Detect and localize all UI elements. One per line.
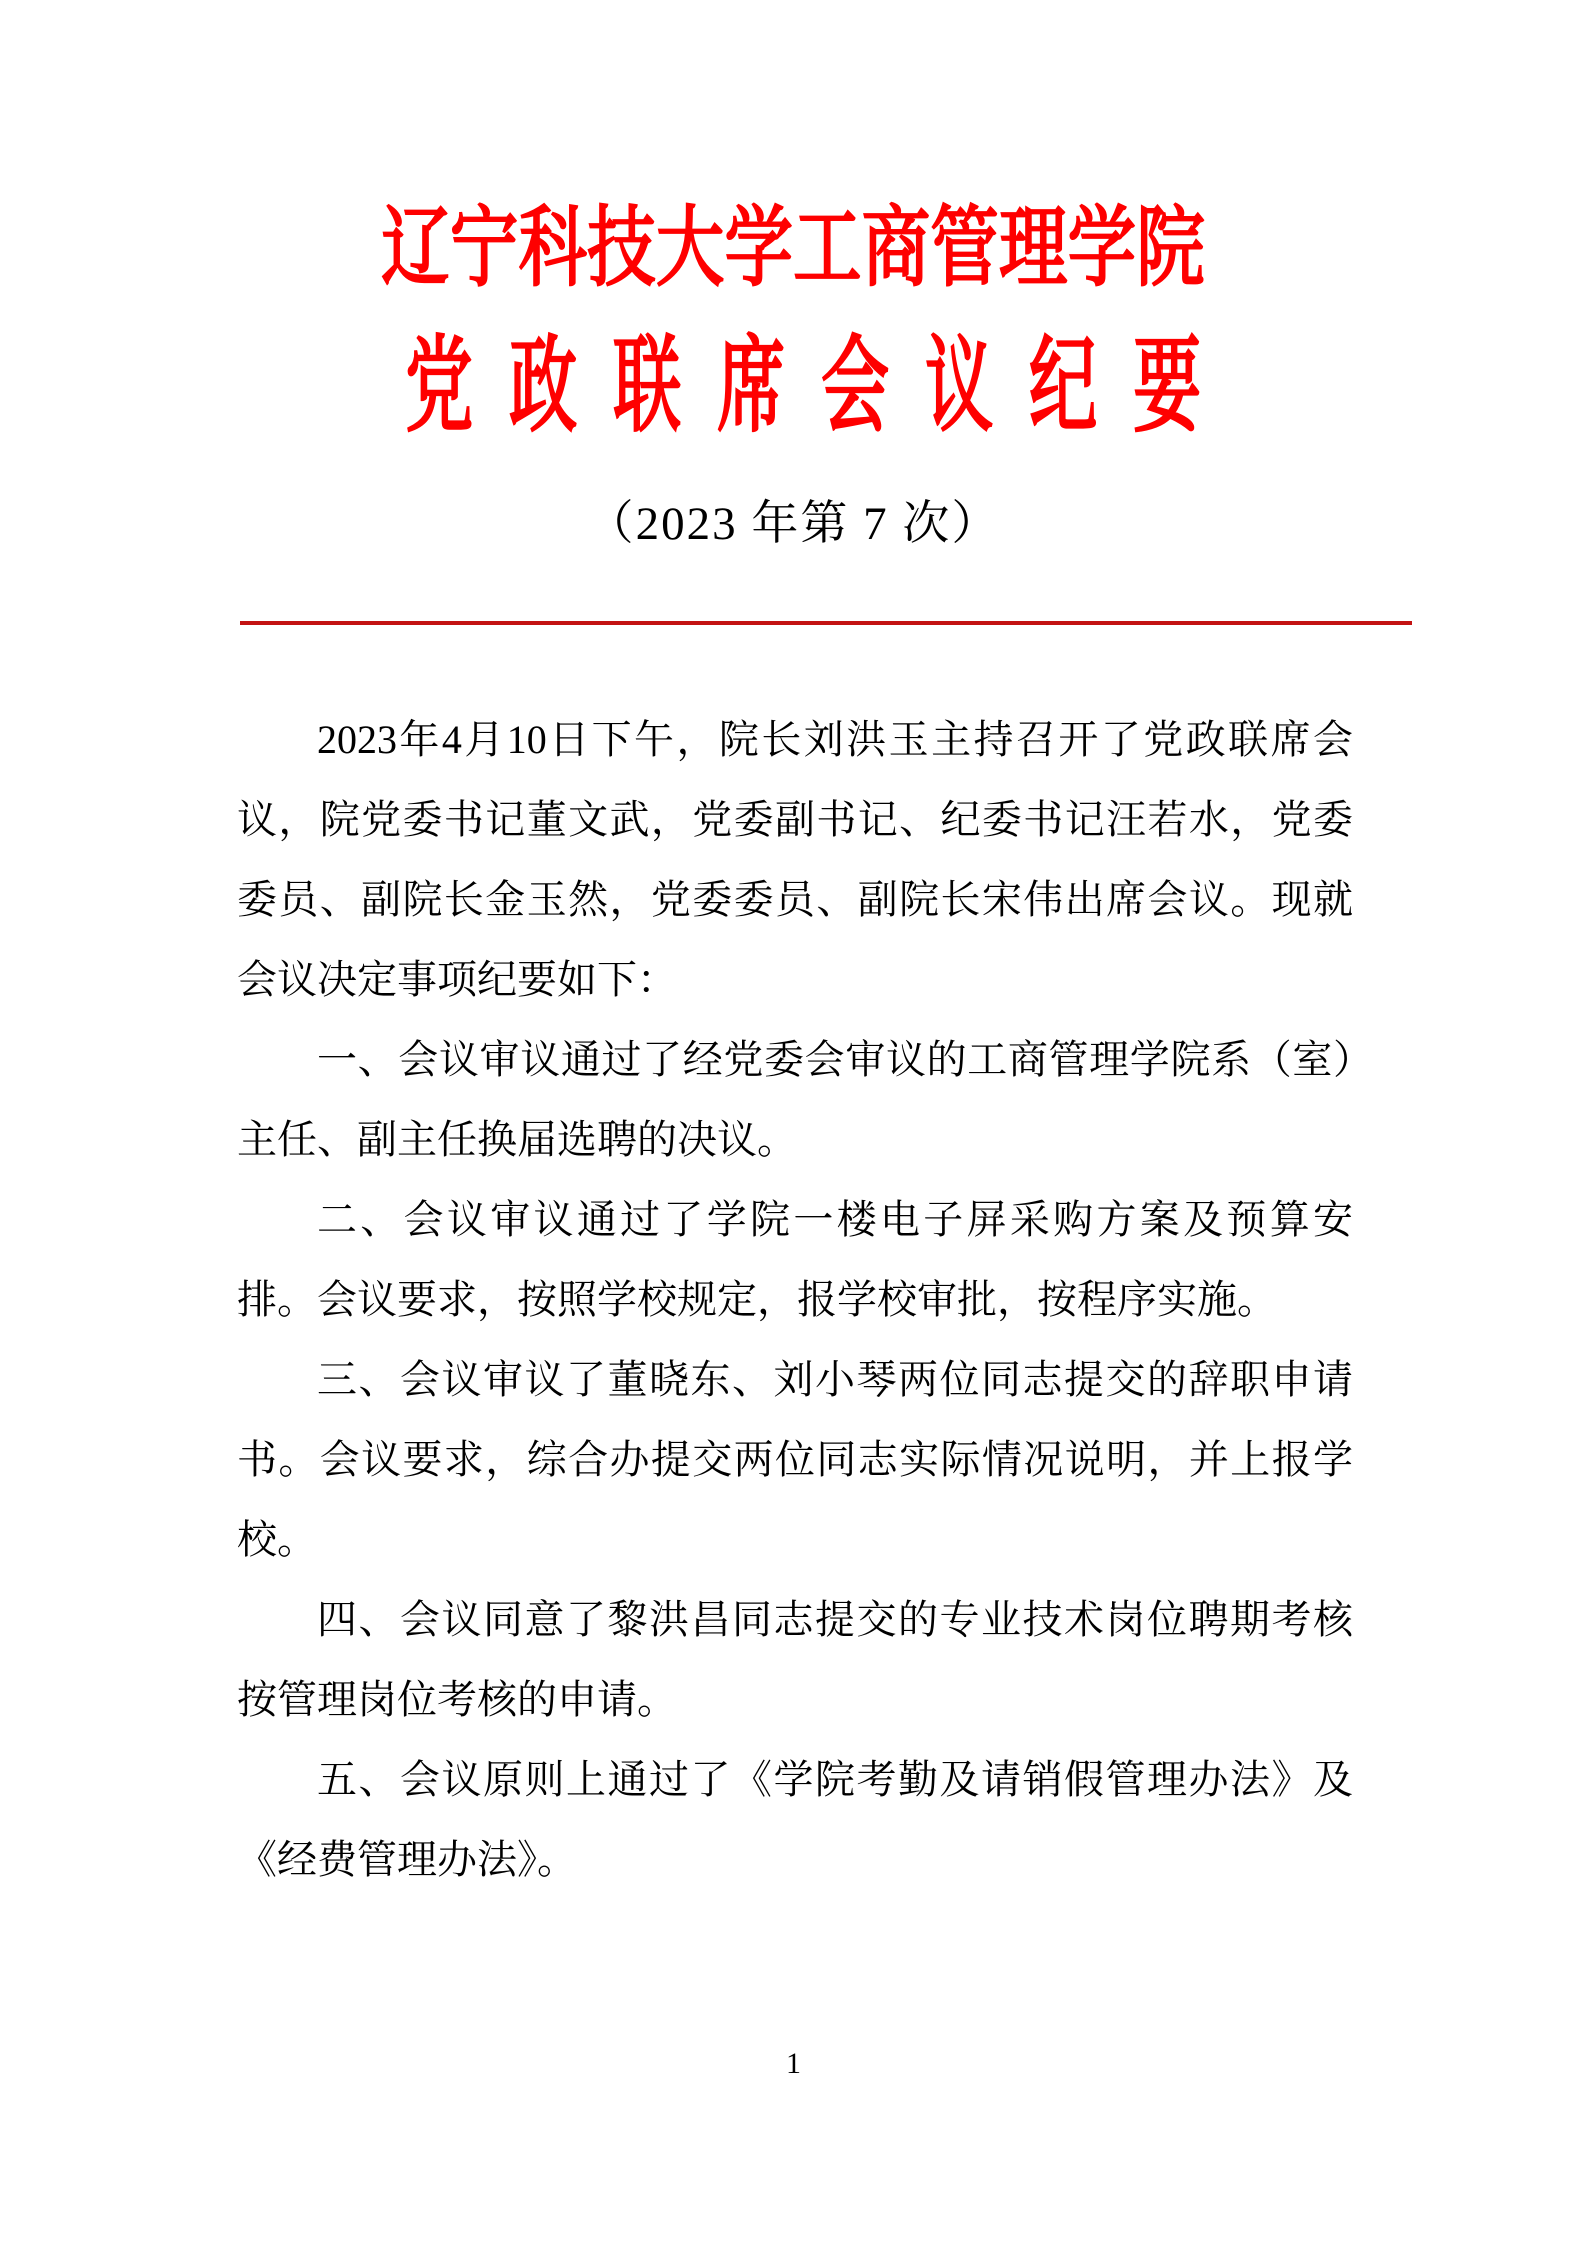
paragraph-intro: 2023年4月10日下午，院长刘洪玉主持召开了党政联席会议，院党委书记董文武，党委副书记、纪委书记汪若水，党委委员、副院长金玉然，党委委员、副院长宋伟出席会议。现就会议决定事项纪要如下： xyxy=(237,717,1353,1002)
org-title xyxy=(0,196,1587,300)
doc-title xyxy=(0,328,1587,446)
red-divider-rule xyxy=(240,621,1412,625)
paragraph-item-5: 五、会议原则上通过了《学院考勤及请销假管理办法》及《经费管理办法》。 xyxy=(237,1757,1353,1882)
doc-title-text: 党政联席会议纪要 xyxy=(404,328,1237,445)
paragraph-item-3: 三、会议审议了董晓东、刘小琴两位同志提交的辞职申请书。会议要求，综合办提交两位同志实际情况说明，并上报学校。 xyxy=(237,1357,1353,1562)
paragraph-item-4: 四、会议同意了黎洪昌同志提交的专业技术岗位聘期考核按管理岗位考核的申请。 xyxy=(237,1597,1353,1722)
session-number: （2023 年第 7 次） xyxy=(586,498,1001,550)
paragraph-item-2: 二、会议审议通过了学院一楼电子屏采购方案及预算安排。会议要求，按照学校规定，报学校审批，按程序实施。 xyxy=(237,1197,1353,1322)
org-title-text: 辽宁科技大学工商管理学院 xyxy=(381,198,1206,297)
document-body xyxy=(237,700,1353,1900)
page-number: 1 xyxy=(786,2047,801,2080)
paragraph-item-1: 一、会议审议通过了经党委会审议的工商管理学院系（室）主任、副主任换届选聘的决议。 xyxy=(237,1037,1353,1162)
